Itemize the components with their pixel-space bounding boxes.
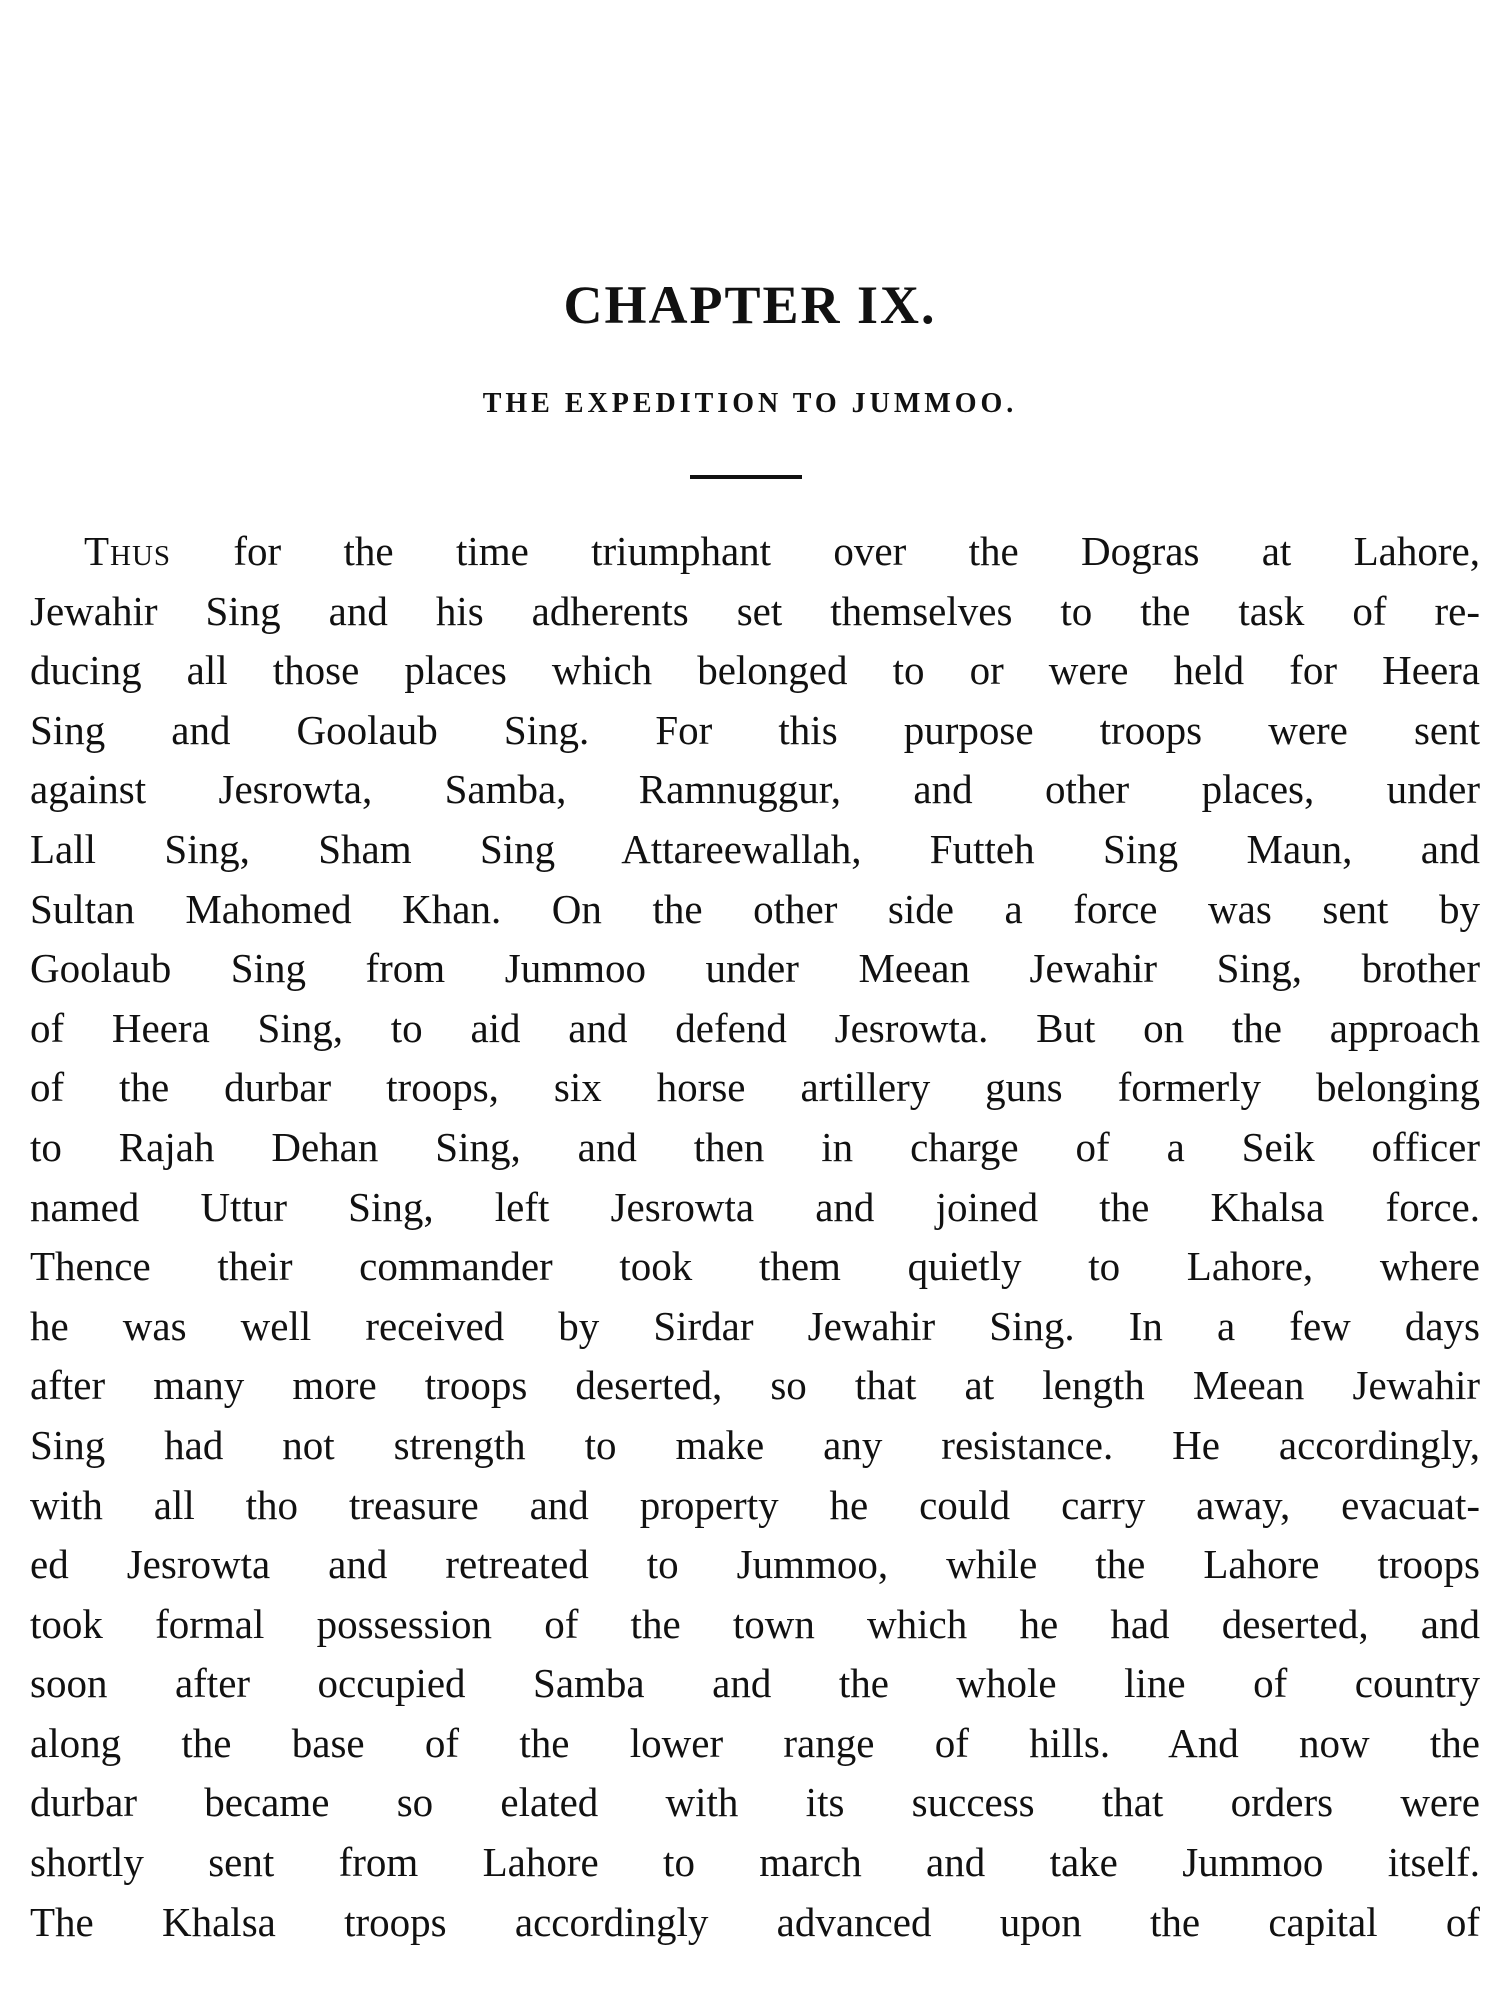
text-line: after many more troops deserted, so that at length Meean Jewahir xyxy=(30,1362,1480,1409)
text-line: ducing all those places which belonged to or were held for Heera xyxy=(30,647,1480,694)
text-line: Lall Sing, Sham Sing Attareewallah, Futteh Sing Maun, and xyxy=(30,825,1480,872)
text-line: ed Jesrowta and retreated to Jummoo, while the Lahore troops xyxy=(30,1541,1480,1588)
text-line: along the base of the lower range of hills. And now the xyxy=(30,1719,1480,1766)
text-line: shortly sent from Lahore to march and take Jummoo itself. xyxy=(30,1839,1480,1886)
text-line: durbar became so elated with its success that orders were xyxy=(30,1779,1480,1826)
chapter-body xyxy=(30,522,1480,1952)
text-line: The Khalsa troops accordingly advanced upon the capital of xyxy=(30,1898,1480,1945)
text-line: Goolaub Sing from Jummoo under Meean Jewahir Sing, brother xyxy=(30,945,1480,992)
opening-word: Thus xyxy=(84,528,172,574)
text-line: took formal possession of the town which he had deserted, and xyxy=(30,1600,1480,1647)
text-line: Sing and Goolaub Sing. For this purpose troops were sent xyxy=(30,706,1480,753)
text-line: of the durbar troops, six horse artillery guns formerly belonging xyxy=(30,1064,1480,1111)
text-line: against Jesrowta, Samba, Ramnuggur, and other places, under xyxy=(30,766,1480,813)
text-line: Jewahir Sing and his adherents set themselves to the task of re- xyxy=(30,587,1480,634)
opening-line-text: for the time triumphant over the Dogras at Lahore, xyxy=(233,528,1480,574)
section-divider xyxy=(690,475,802,479)
text-line: with all tho treasure and property he could carry away, evacuat- xyxy=(30,1481,1480,1528)
text-line: named Uttur Sing, left Jesrowta and joined the Khalsa force. xyxy=(30,1183,1480,1230)
text-line: Thence their commander took them quietly to Lahore, where xyxy=(30,1243,1480,1290)
text-line: soon after occupied Samba and the whole line of country xyxy=(30,1660,1480,1707)
text-line: Sing had not strength to make any resistance. He accordingly, xyxy=(30,1421,1480,1468)
chapter-title: CHAPTER IX. xyxy=(563,275,937,335)
chapter-subtitle: THE EXPEDITION TO JUMMOO. xyxy=(482,388,1018,419)
text-line xyxy=(30,522,1480,582)
text-line: of Heera Sing, to aid and defend Jesrowta. But on the approach xyxy=(30,1004,1480,1051)
text-line: to Rajah Dehan Sing, and then in charge of a Seik officer xyxy=(30,1123,1480,1170)
text-line: he was well received by Sirdar Jewahir Sing. In a few days xyxy=(30,1302,1480,1349)
text-line: Sultan Mahomed Khan. On the other side a force was sent by xyxy=(30,885,1480,932)
